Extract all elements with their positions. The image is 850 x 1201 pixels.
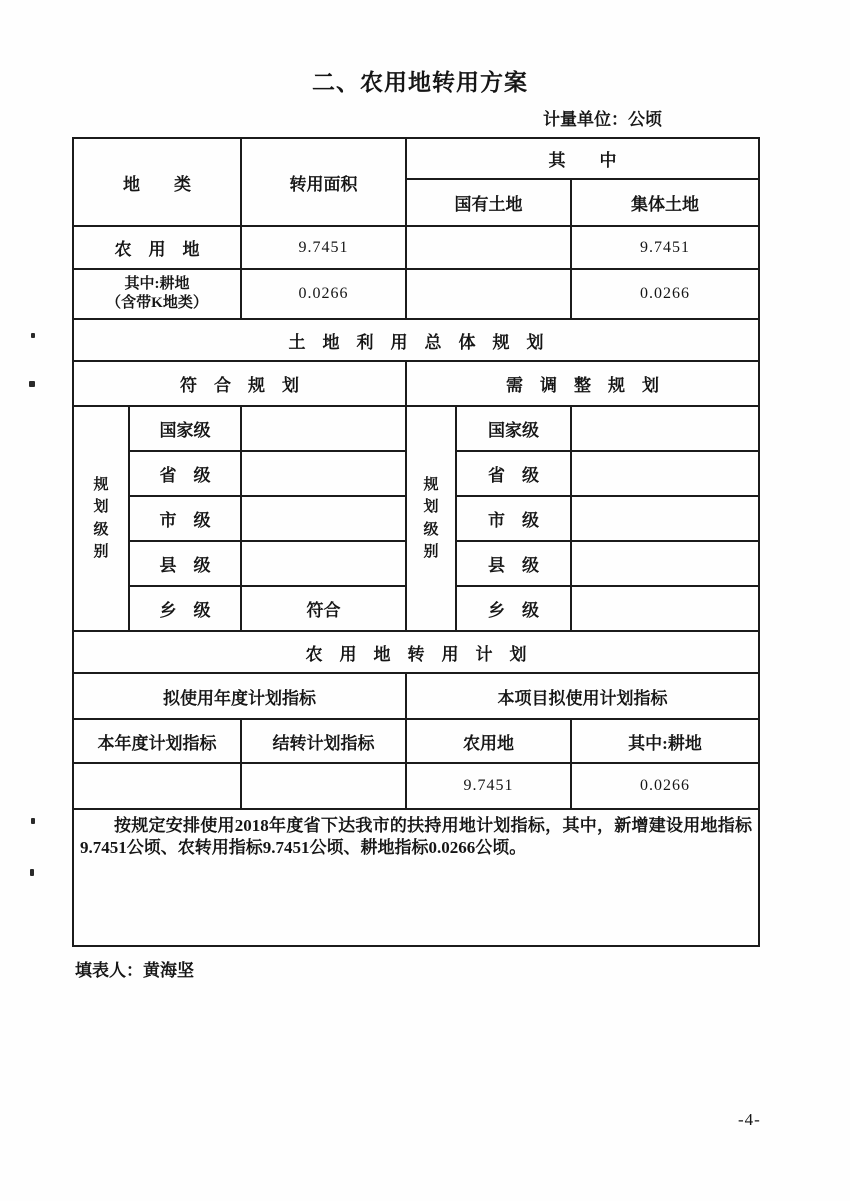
header-current-year-quota: 本年度计划指标 [73,719,241,763]
header-carryover-quota: 结转计划指标 [241,719,406,763]
table-row [73,269,759,319]
row-cultivated-collective: 0.0266 [571,269,759,319]
section-overall-planning: 土 地 利 用 总 体 规 划 [73,319,759,361]
axis-planning-level-right [406,406,456,631]
level-national-right: 国家级 [456,406,571,451]
value-county-adjust [571,541,759,586]
level-province-left: 省 级 [129,451,241,496]
value-plan-agri-land: 9.7451 [406,763,571,809]
header-land-type: 地 类 [73,138,241,226]
table-row [73,719,759,763]
row-cultivated-label-line2: （含带K地类） [106,295,208,311]
value-county-conform [241,541,406,586]
value-province-conform [241,451,406,496]
table-row [73,763,759,809]
header-collective-land: 集体土地 [571,179,759,226]
value-plan-cultivated: 0.0266 [571,763,759,809]
scan-speck [31,818,35,824]
level-township-left: 乡 级 [129,586,241,631]
land-conversion-table [72,137,760,947]
value-city-conform [241,496,406,541]
header-annual-quota: 拟使用年度计划指标 [73,673,406,719]
row-cultivated-label [73,269,241,319]
level-county-right: 县 级 [456,541,571,586]
level-province-right: 省 级 [456,451,571,496]
row-agri-state [406,226,571,269]
header-adjust-planning: 需 调 整 规 划 [406,361,759,406]
level-city-left: 市 级 [129,496,241,541]
page-title: 二、农用地转用方案 [312,70,528,95]
row-agri-area: 9.7451 [241,226,406,269]
header-conversion-area: 转用面积 [241,138,406,226]
form-filler-label: 填表人：黄海坚 [75,961,194,980]
table-row [73,226,759,269]
row-agri-label: 农 用 地 [73,226,241,269]
note-cell [73,809,759,946]
value-city-adjust [571,496,759,541]
value-province-adjust [571,451,759,496]
level-township-right: 乡 级 [456,586,571,631]
value-national-conform [241,406,406,451]
header-project-quota: 本项目拟使用计划指标 [406,673,759,719]
header-plan-cultivated: 其中:耕地 [571,719,759,763]
table-row [73,631,759,673]
header-plan-agri-land: 农用地 [406,719,571,763]
table-row [73,361,759,406]
note-text: 按规定安排使用2018年度省下达我市的扶持用地计划指标，其中，新增建设用地指标9.7451公顷、农转用指标9.7451公顷、耕地指标0.0266公顷。 [80,816,753,858]
row-cultivated-label-line1: 其中:耕地 [124,276,190,293]
row-cultivated-area: 0.0266 [241,269,406,319]
axis-planning-level-right-text: 规划级别 [423,476,439,560]
value-township-adjust [571,586,759,631]
axis-planning-level-left [73,406,129,631]
table-row [73,809,759,946]
measurement-unit-label: 计量单位：公顷 [543,110,662,129]
axis-planning-level-left-text: 规划级别 [93,476,109,560]
row-cultivated-state [406,269,571,319]
scan-speck [29,381,35,387]
table-row [73,673,759,719]
header-conform-planning: 符 合 规 划 [73,361,406,406]
row-agri-collective: 9.7451 [571,226,759,269]
header-of-which: 其 中 [406,138,759,179]
value-township-conform: 符合 [241,586,406,631]
header-state-land: 国有土地 [406,179,571,226]
level-city-right: 市 级 [456,496,571,541]
table-row [73,319,759,361]
level-county-left: 县 级 [129,541,241,586]
scan-speck [31,333,35,338]
table-row [73,406,759,451]
value-carryover-quota [241,763,406,809]
page-number: -4- [738,1110,761,1129]
value-current-year-quota [73,763,241,809]
scan-speck [30,869,34,876]
level-national-left: 国家级 [129,406,241,451]
section-conversion-plan: 农 用 地 转 用 计 划 [73,631,759,673]
table-row [73,138,759,179]
value-national-adjust [571,406,759,451]
